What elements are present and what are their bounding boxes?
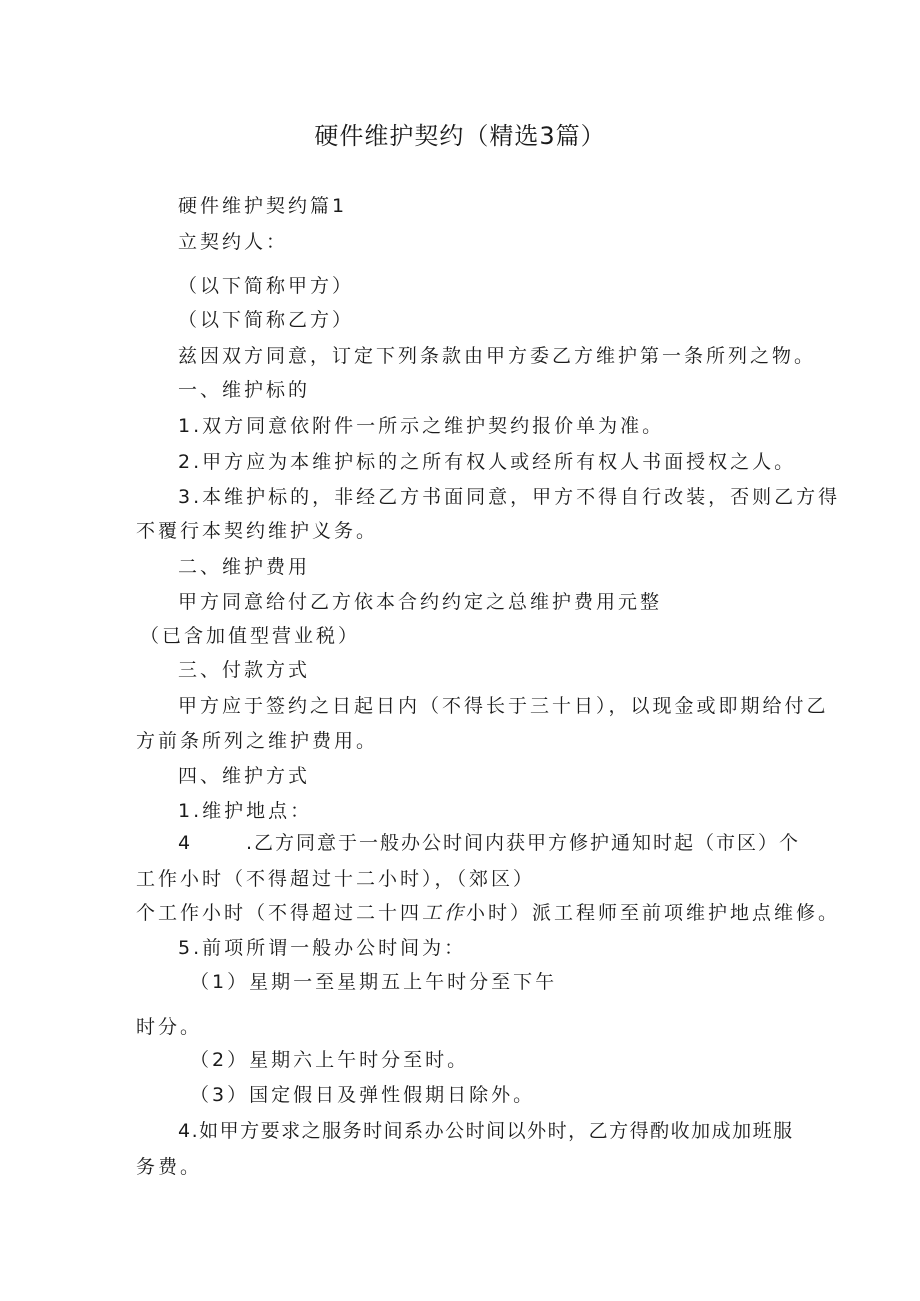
paragraph: 不覆行本契约维护义务。 — [136, 520, 379, 542]
document-title: 硬件维护契约（精选3篇） — [314, 122, 606, 150]
paragraph: 1.双方同意依附件一所示之维护契约报价单为准。 — [178, 415, 665, 437]
section-heading: 三、付款方式 — [178, 659, 311, 681]
paragraph: （以下简称乙方） — [178, 309, 355, 331]
paragraph: 1.维护地点： — [178, 800, 313, 822]
paragraph: （3）国定假日及弹性假期日除外。 — [190, 1084, 536, 1106]
paragraph: 立契约人： — [178, 231, 289, 253]
paragraph: （2）星期六上午时分至时。 — [190, 1049, 470, 1071]
paragraph: 时分。 — [136, 1016, 203, 1038]
paragraph: 务费。 — [136, 1156, 203, 1178]
section-heading: 硬件维护契约篇1 — [178, 195, 348, 217]
section-heading: 二、维护费用 — [178, 556, 311, 578]
list-number: 4 — [178, 832, 194, 854]
paragraph: 5.前项所谓一般办公时间为： — [178, 937, 467, 959]
paragraph: 3.本维护标的，非经乙方书面同意，甲方不得自行改装，否则乙方得 — [178, 486, 841, 508]
section-heading: 四、维护方式 — [178, 765, 311, 787]
paragraph: 方前条所列之维护费用。 — [136, 730, 379, 752]
paragraph: （1）星期一至星期五上午时分至下午 — [190, 971, 558, 993]
paragraph: 2.甲方应为本维护标的之所有权人或经所有权人书面授权之人。 — [178, 451, 797, 473]
paragraph: 工作小时（不得超过十二小时），（郊区） — [136, 868, 536, 890]
paragraph: 甲方同意给付乙方依本合约约定之总维护费用元整 — [178, 591, 663, 613]
text-fragment: 小时）派工程师至前项维护地点维修。 — [466, 902, 841, 924]
section-heading: 一、维护标的 — [178, 379, 311, 401]
paragraph: .乙方同意于一般办公时间内获甲方修护通知时起（市区）个 — [246, 832, 801, 854]
paragraph: 甲方应于签约之日起日内（不得长于三十日），以现金或即期给付乙 — [178, 695, 829, 717]
paragraph: 兹因双方同意，订定下列条款由甲方委乙方维护第一条所列之物。 — [178, 345, 817, 367]
paragraph: （以下简称甲方） — [178, 275, 355, 297]
paragraph: （已含加值型营业税） — [140, 625, 361, 647]
paragraph — [136, 899, 840, 927]
text-fragment: 个工作小时（不得超过二十四 — [136, 902, 423, 924]
italic-text: 工作 — [422, 902, 467, 924]
paragraph: 4.如甲方要求之服务时间系办公时间以外时，乙方得酌收加成加班服 — [178, 1120, 794, 1142]
